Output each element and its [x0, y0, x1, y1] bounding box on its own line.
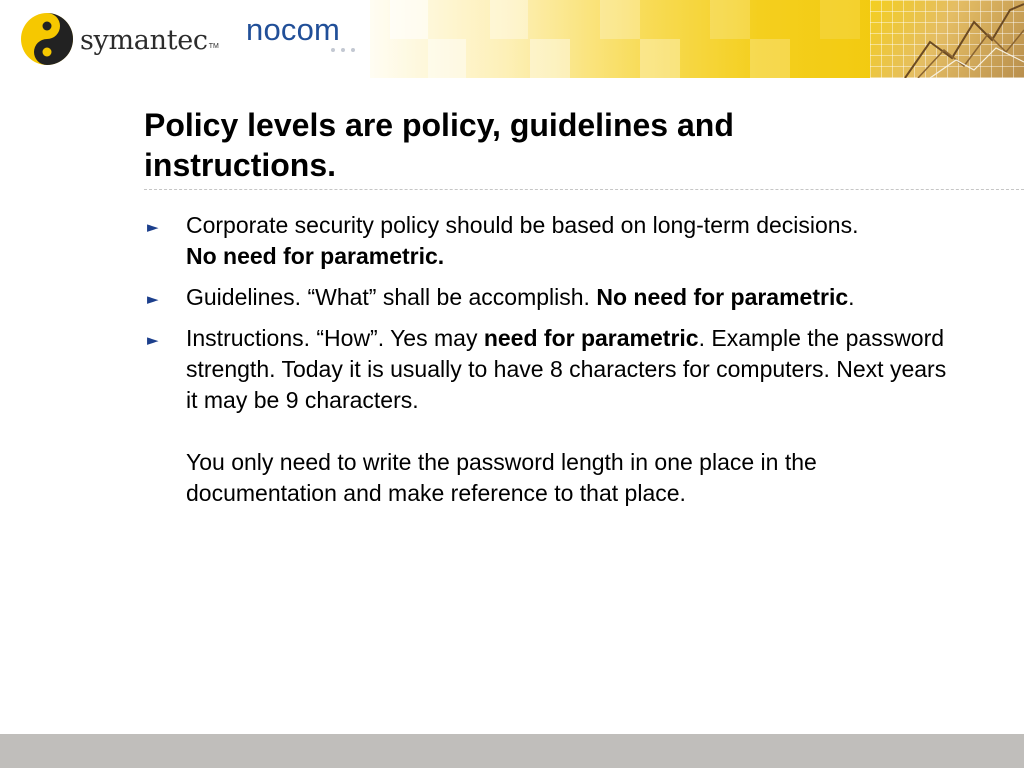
triangle-right-icon: ► [147, 331, 159, 349]
chart-lines-icon [870, 0, 1024, 78]
header-chart-photo [870, 0, 1024, 78]
triangle-right-icon: ► [147, 290, 159, 308]
symantec-logo [20, 12, 219, 66]
footer-bar [0, 734, 1024, 768]
bullet-text-end: . [848, 284, 855, 310]
symantec-trademark: TM [208, 42, 219, 50]
paragraph-gap [186, 416, 964, 447]
nocom-dots-icon [330, 47, 360, 53]
nocom-logo [246, 14, 366, 56]
bullet-paragraph: You only need to write the password length in one place in the documentation and make reference to that place. [186, 449, 817, 506]
bullet-emphasis: No need for parametric [596, 284, 849, 310]
symantec-wordmark: symantec [80, 24, 208, 56]
bullet-text-continued: . Example the password strength. Today it is usually to have 8 characters for computers. Next years it may be 9 characters. [186, 325, 947, 413]
bullet-emphasis: need for parametric [483, 325, 699, 351]
slide-header [0, 0, 1024, 78]
triangle-right-icon: ► [147, 218, 159, 236]
bullet-text: Guidelines. “What” shall be accomplish. [186, 284, 590, 310]
bullet-text: Instructions. “How”. Yes may [186, 325, 478, 351]
bullet-item-policy [144, 210, 964, 272]
bullet-list [144, 210, 964, 519]
slide-title: Policy levels are policy, guidelines and instructions. [144, 107, 734, 183]
bullet-text: Corporate security policy should be based on long-term decisions. [186, 212, 859, 238]
bullet-emphasis: No need for parametric. [186, 243, 445, 269]
title-divider [144, 189, 1024, 190]
symantec-swirl-icon [20, 12, 74, 66]
nocom-wordmark: nocom [246, 12, 341, 47]
header-color-tiles [370, 0, 910, 78]
bullet-item-guidelines [144, 282, 964, 313]
bullet-item-instructions [144, 323, 964, 509]
